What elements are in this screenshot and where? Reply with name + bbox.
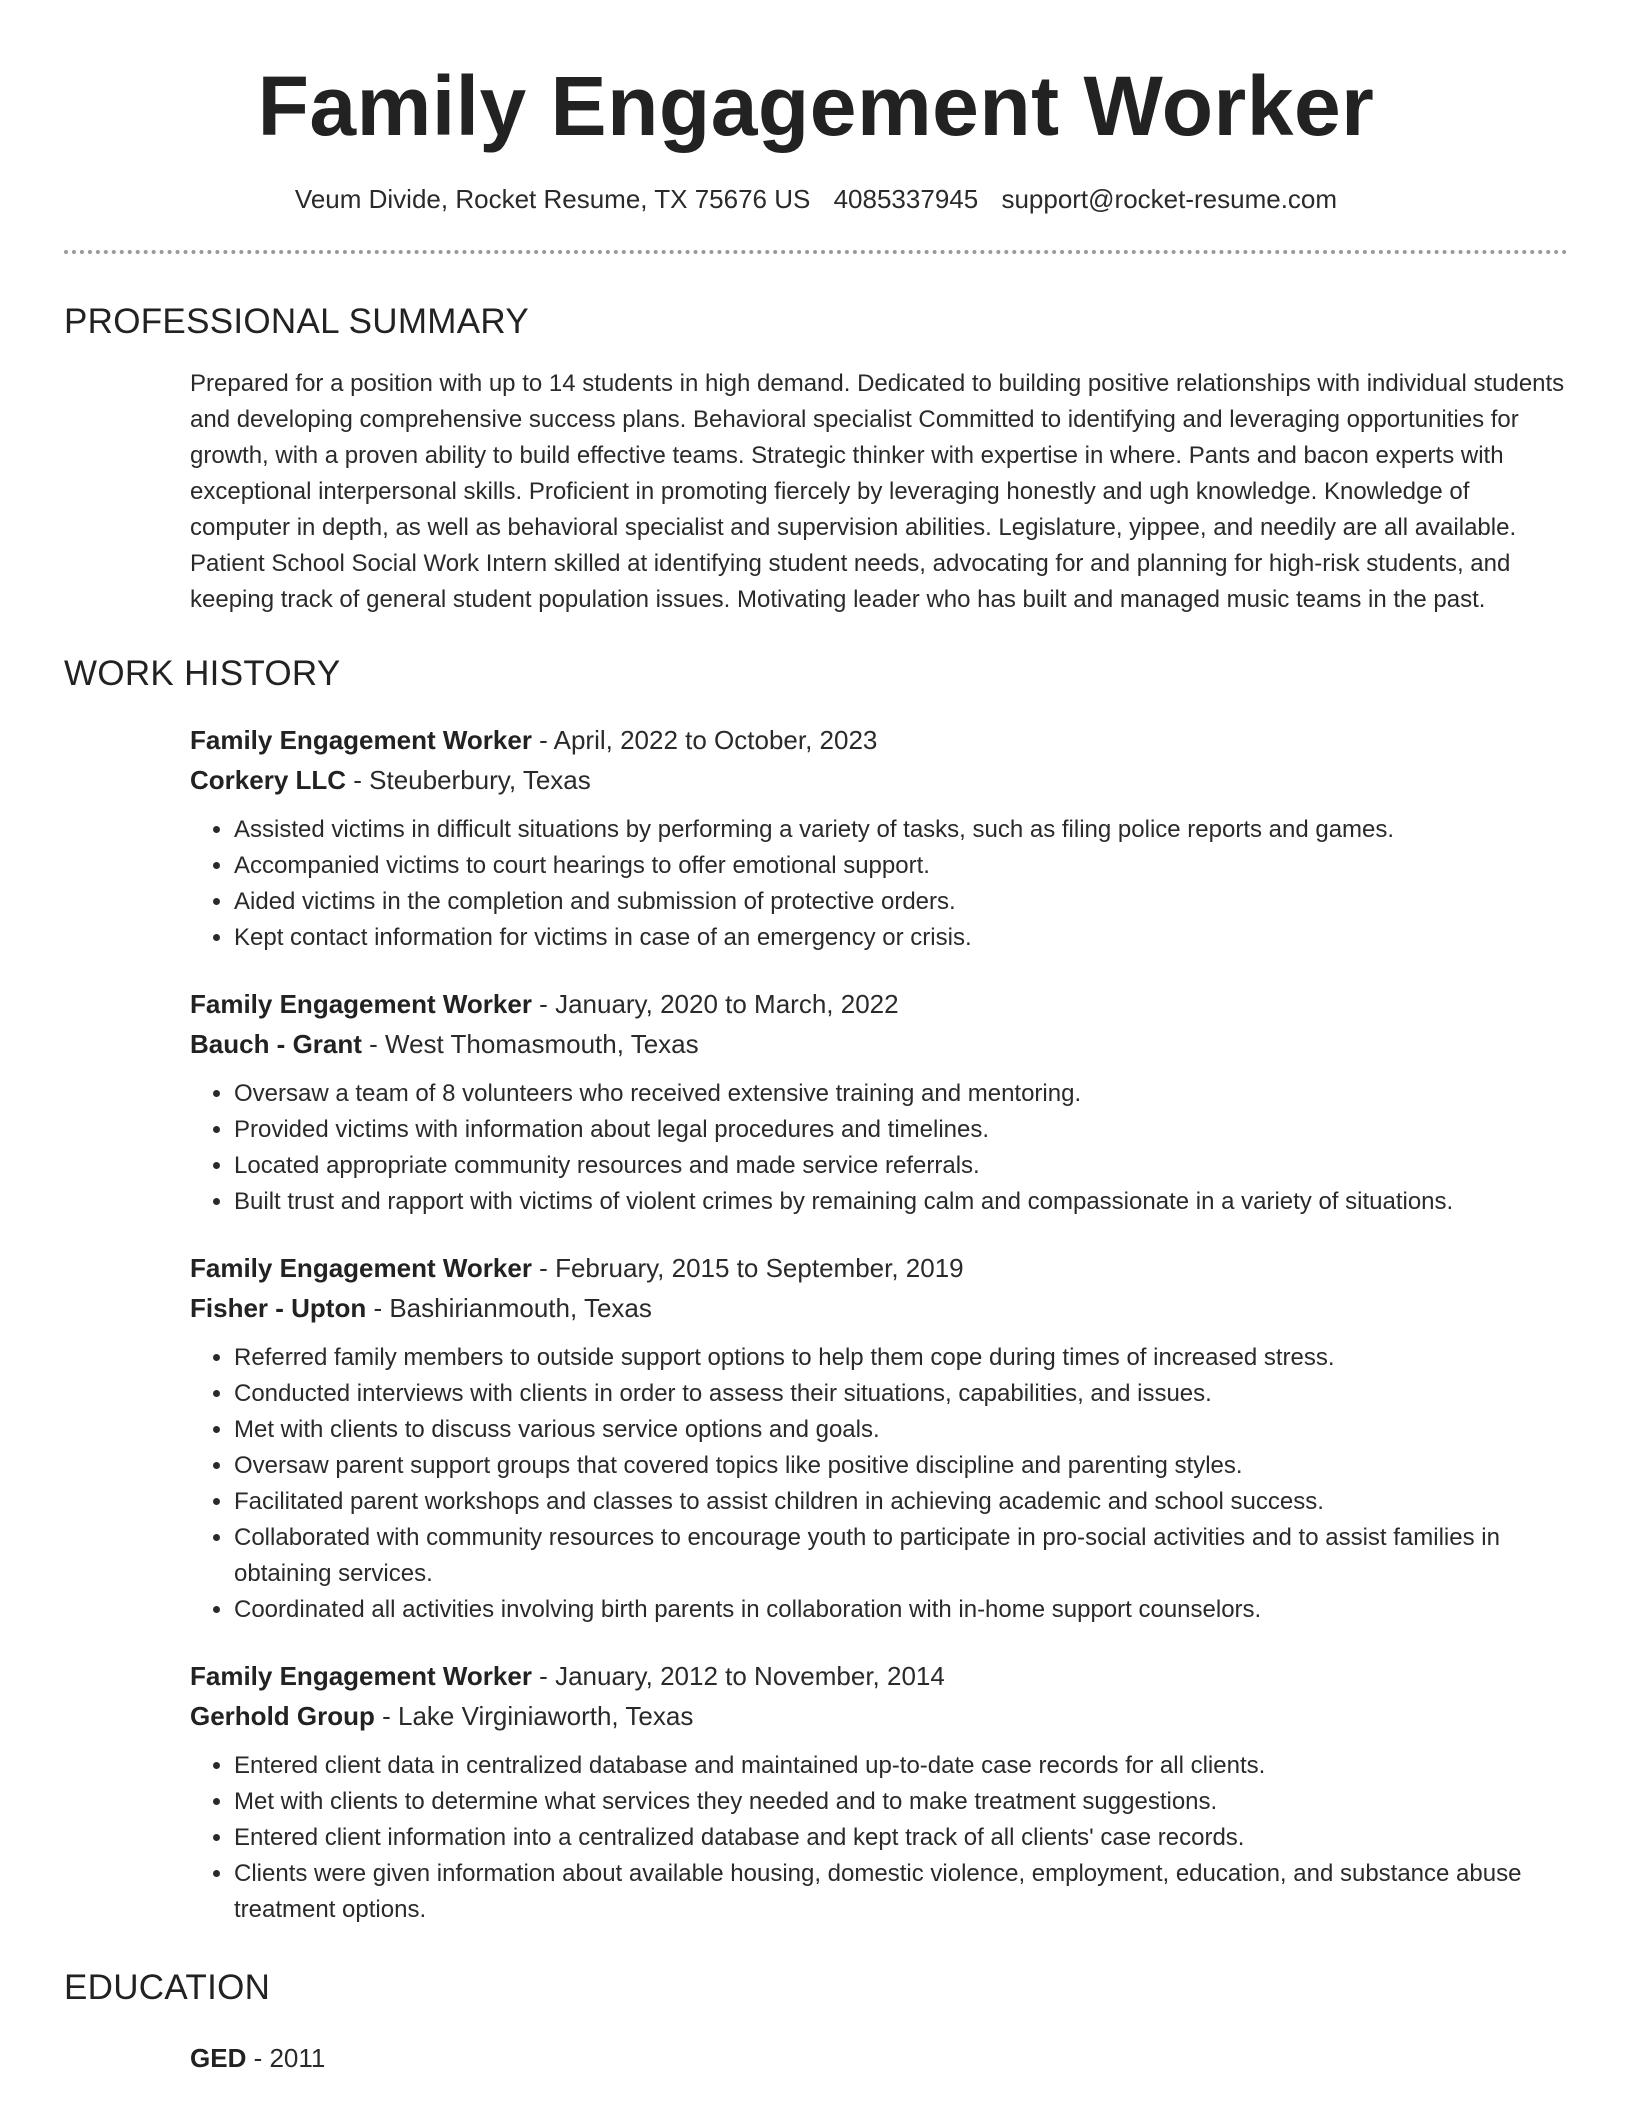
job-bullets bbox=[190, 1076, 1568, 1220]
job-company: Fisher - Upton bbox=[190, 1293, 367, 1323]
job-bullet: • Aided victims in the completion and submission of protective orders. bbox=[234, 884, 1568, 920]
job-entry bbox=[190, 984, 1568, 1220]
job-bullet: • Collaborated with community resources to encourage youth to participate in pro-social activities and to assist families in obtaining services. bbox=[234, 1520, 1568, 1592]
contact-line bbox=[64, 182, 1568, 216]
job-bullet: • Met with clients to discuss various service options and goals. bbox=[234, 1412, 1568, 1448]
job-company-line: Fisher - Upton - Bashirianmouth, Texas bbox=[190, 1293, 652, 1323]
job-bullets bbox=[190, 1340, 1568, 1628]
job-location: Lake Virginiaworth, Texas bbox=[398, 1701, 694, 1731]
header-divider bbox=[64, 250, 1568, 254]
job-bullet: • Located appropriate community resources and made service referrals. bbox=[234, 1148, 1568, 1184]
section-title-work-history: WORK HISTORY bbox=[64, 654, 341, 693]
contact-address: Veum Divide, Rocket Resume, TX 75676 US bbox=[294, 184, 811, 214]
job-role: Family Engagement Worker bbox=[190, 1253, 532, 1283]
job-bullet: • Coordinated all activities involving birth parents in collaboration with in-home support counselors. bbox=[234, 1592, 1568, 1628]
education-entry: GED - 2011 bbox=[190, 2043, 326, 2073]
job-role: Family Engagement Worker bbox=[190, 989, 532, 1019]
job-dates: January, 2012 to November, 2014 bbox=[555, 1661, 945, 1691]
job-title-line: Family Engagement Worker - January, 2020 to March, 2022 bbox=[190, 989, 899, 1019]
education-year: 2011 bbox=[269, 2043, 326, 2073]
job-bullet: • Facilitated parent workshops and classes to assist children in achieving academic and school success. bbox=[234, 1484, 1568, 1520]
job-bullet: • Accompanied victims to court hearings to offer emotional support. bbox=[234, 848, 1568, 884]
job-company: Bauch - Grant bbox=[190, 1029, 362, 1059]
job-bullet: • Conducted interviews with clients in order to assess their situations, capabilities, and issues. bbox=[234, 1376, 1568, 1412]
job-bullet: • Provided victims with information about legal procedures and timelines. bbox=[234, 1112, 1568, 1148]
job-bullet: • Entered client information into a centralized database and kept track of all clients' case records. bbox=[234, 1820, 1568, 1856]
job-bullet: • Referred family members to outside support options to help them cope during times of increased stress. bbox=[234, 1340, 1568, 1376]
contact-email: support@rocket-resume.com bbox=[1001, 184, 1338, 214]
job-dates: January, 2020 to March, 2022 bbox=[555, 989, 899, 1019]
job-role: Family Engagement Worker bbox=[190, 725, 532, 755]
job-title-line: Family Engagement Worker - February, 2015 to September, 2019 bbox=[190, 1253, 964, 1283]
contact-phone: 4085337945 bbox=[833, 184, 979, 214]
job-company: Gerhold Group bbox=[190, 1701, 375, 1731]
job-bullet: • Built trust and rapport with victims of violent crimes by remaining calm and compassionate in a variety of situations. bbox=[234, 1184, 1568, 1220]
job-role: Family Engagement Worker bbox=[190, 1661, 532, 1691]
job-company-line: Bauch - Grant - West Thomasmouth, Texas bbox=[190, 1029, 699, 1059]
job-company-line: Corkery LLC - Steuberbury, Texas bbox=[190, 765, 591, 795]
job-company: Corkery LLC bbox=[190, 765, 347, 795]
job-entry bbox=[190, 720, 1568, 956]
job-bullet: • Clients were given information about available housing, domestic violence, employment, education, and substance abuse treatment options. bbox=[234, 1856, 1568, 1928]
job-location: Steuberbury, Texas bbox=[369, 765, 591, 795]
job-bullet: • Oversaw a team of 8 volunteers who received extensive training and mentoring. bbox=[234, 1076, 1568, 1112]
job-bullets bbox=[190, 1748, 1568, 1928]
job-company-line: Gerhold Group - Lake Virginiaworth, Texas bbox=[190, 1701, 694, 1731]
job-bullet: • Assisted victims in difficult situations by performing a variety of tasks, such as filing police reports and games. bbox=[234, 812, 1568, 848]
job-entry bbox=[190, 1656, 1568, 1928]
summary-text: Prepared for a position with up to 14 students in high demand. Dedicated to building positive relationships with individual students and developing comprehensive success plans. Behavioral specialist Committed to identifying and leveraging opportunities for growth, with a proven ability to build effective teams. Strategic thinker with expertise in where. Pants and bacon experts with exceptional interpersonal skills. Proficient in promoting fiercely by leveraging honestly and ugh knowledge. Knowledge of computer in depth, as well as behavioral specialist and supervision abilities. Legislature, yippee, and needily are all available. Patient School Social Work Intern skilled at identifying student needs, advocating for and planning for high-risk students, and keeping track of general student population issues. Motivating leader who has built and managed music teams in the past. bbox=[190, 370, 1565, 613]
job-title-line: Family Engagement Worker - January, 2012 to November, 2014 bbox=[190, 1661, 945, 1691]
job-location: Bashirianmouth, Texas bbox=[389, 1293, 652, 1323]
job-bullet: • Entered client data in centralized database and maintained up-to-date case records for all clients. bbox=[234, 1748, 1568, 1784]
job-bullet: • Kept contact information for victims in case of an emergency or crisis. bbox=[234, 920, 1568, 956]
resume-name: Family Engagement Worker bbox=[257, 59, 1375, 153]
section-title-summary: PROFESSIONAL SUMMARY bbox=[64, 302, 529, 341]
section-title-education: EDUCATION bbox=[64, 1968, 271, 2007]
job-bullets bbox=[190, 812, 1568, 956]
education-degree: GED bbox=[190, 2043, 247, 2073]
job-dates: February, 2015 to September, 2019 bbox=[555, 1253, 964, 1283]
job-entry bbox=[190, 1248, 1568, 1628]
job-dates: April, 2022 to October, 2023 bbox=[553, 725, 878, 755]
job-bullet: • Oversaw parent support groups that covered topics like positive discipline and parenting styles. bbox=[234, 1448, 1568, 1484]
job-title-line: Family Engagement Worker - April, 2022 to October, 2023 bbox=[190, 725, 878, 755]
job-location: West Thomasmouth, Texas bbox=[385, 1029, 699, 1059]
job-bullet: • Met with clients to determine what services they needed and to make treatment suggestions. bbox=[234, 1784, 1568, 1820]
